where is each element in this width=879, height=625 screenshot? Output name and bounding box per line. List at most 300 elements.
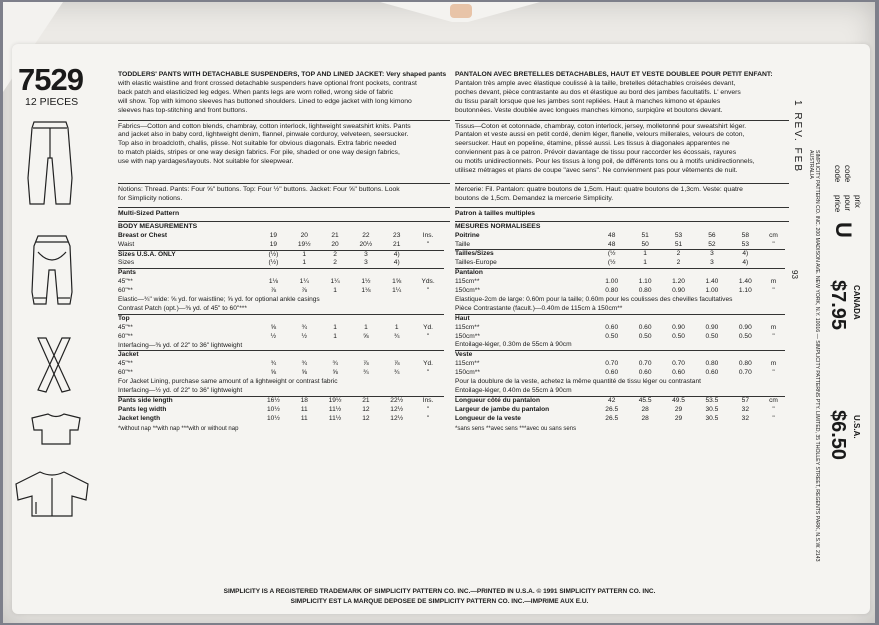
table-cell: Yd. [423,323,434,331]
table-cell: ⅞ [270,287,277,295]
notions-line: boutons de 1,5cm. Demandez la mercerie Simplicity. [455,194,614,202]
notions-line: Notions: Thread. Pants: Four ⅝" buttons. Top: Four ½" buttons. Jacket: Four ⅝" buttons. Look [118,186,400,194]
prix-label: prix [853,195,862,208]
table-cell: m [770,323,777,331]
row-label: 150cm** [455,332,480,340]
table-cell: 2 [333,259,337,267]
multi-size-label: Multi-Sized Pattern [118,207,450,219]
row-label: Breast or Chest [118,231,168,239]
table-cell: 21 [331,231,339,239]
table-cell: 1 [302,259,307,267]
table-cell: 1 [643,259,647,267]
table-cell: 3 [364,250,368,258]
table-cell: 21 [393,240,401,248]
desc-line: with elastic waistline and front crossed detachable suspenders have optional front pockets, contrast [118,79,417,87]
table-cell: 0.60 [705,369,719,377]
table-cell: 11 [300,414,308,422]
table-cell: 0.50 [605,332,619,340]
canada-label: CANADA [852,285,861,320]
table-row [118,259,444,268]
revision-label: 1 REV. FEB [792,100,803,173]
table-cell: 12½ [390,405,404,413]
table-cell: 0.50 [638,332,652,340]
row-label: Waist [118,240,135,248]
table-cell: 0.90 [738,323,752,331]
table-cell: 1.10 [638,278,652,286]
table-cell: 0.60 [672,369,685,377]
row-label: 60"** [118,369,133,377]
note-row [118,387,444,396]
table-cell: 1.10 [738,287,752,295]
table-row [118,314,444,323]
row-label: 60"** [118,332,133,340]
note-row [455,296,785,305]
table-cell: 0.80 [638,287,652,295]
table-row [118,278,444,287]
table-row [455,324,785,333]
pattern-number: 7529 [18,62,83,97]
table-cell: 42 [608,396,616,404]
fabric-line: ou motifs unidirectionnels. Pour les tissus à long poil, de différents tons ou à motifs unidirectionnels, [455,158,755,166]
table-cell: 1⅝ [392,278,402,286]
table-cell: 12½ [390,414,404,422]
french-column [455,71,789,434]
table-row [455,406,785,415]
table-cell: 0.80 [605,287,619,295]
row-label: Taille [455,240,471,248]
note-row [118,296,444,305]
table-cell [762,269,785,278]
table-cell: 0.50 [705,332,719,340]
nap-legend: *without nap **with nap ***with or without nap [118,425,239,432]
table-cell: 10½ [266,414,280,422]
table-cell: 1.00 [605,278,619,286]
table-cell [595,269,628,278]
table-cell: 1 [394,323,399,331]
note-row [118,305,444,314]
table-cell: 11½ [328,414,342,422]
table-cell: 29 [674,405,683,413]
note-row [455,341,785,350]
table-cell: 49.5 [672,396,685,404]
desc-line: back patch and elasticized leg edges. When pants legs are worn rolled, wrong side of fabric [118,88,394,96]
table-cell: " [426,287,430,295]
table-cell [350,351,381,360]
table-cell [662,351,695,360]
table-cell: ¾ [301,360,307,368]
table-cell: 4) [742,250,749,258]
table-cell [762,351,785,360]
table-cell [289,314,320,323]
row-label: 45"** [118,360,133,368]
table-cell: 0.80 [738,360,752,368]
page-number: 93 [790,270,799,279]
table-cell: 1 [302,250,307,258]
row-label: Pants side length [118,397,173,404]
fabric-line: Top also in broadcloth, challis, plisse. Not suitable for obvious diagonals. Extra fabric needed [118,140,397,148]
table-cell [412,269,444,278]
table-cell: 21 [362,397,370,404]
note-cell: Interfacing—½ yd. of 22" to 36" lightweight [118,387,243,395]
table-cell: 1 [643,250,647,258]
table-row [455,360,785,369]
table-cell: cm [769,231,778,239]
suspenders-drawing-icon [30,334,78,396]
note-cell: For Jacket Lining, purchase same amount of a lightweight or contrast fabric [118,378,338,386]
multi-size-label: Patron à tailles multiples [455,207,789,219]
fabric-line: to match plaids, stripes or one way design fabrics. For pile, shaded or one way design fabrics, [118,149,400,157]
desc-line: boutonnées. Veste doublée avec longues manches kimono, surpiqûre et boutons devant. [455,106,723,114]
code-label: code [833,165,842,183]
table-row [118,324,444,333]
table-cell: " [426,405,430,413]
row-label: 150cm** [455,287,480,295]
table-cell: 22 [362,231,370,239]
row-label: Longueur de la veste [455,414,521,422]
table-cell [320,314,351,323]
table-cell [381,269,412,278]
table-cell: Ins. [422,397,434,404]
table-cell: 3 [710,259,714,267]
table-cell: m [770,278,777,286]
table-cell: 22½ [390,397,404,404]
table-row [118,360,444,369]
table-cell: 10½ [266,405,280,413]
table-row [455,232,785,241]
table-row [118,287,444,296]
table-cell: (½) [268,250,279,258]
table-cell: 2 [676,259,681,267]
table-cell [595,314,628,323]
row-label: Sizes U.S.A. ONLY [118,250,176,258]
table-cell: ⅞ [393,360,400,368]
table-cell [350,269,381,278]
note-row [455,378,785,387]
desc-line: PANTALON AVEC BRETELLES DETACHABLES, HAUT ET VESTE DOUBLEE POUR PETIT ENFANT: [455,71,773,78]
price-code-letter: U [831,222,856,238]
desc-line: Pantalon très ample avec élastique coulissé à la taille, bretelles détachables croisées devant, [455,79,736,87]
table-cell: 1⅛ [268,278,278,286]
desc-line: TODDLERS' PANTS WITH DETACHABLE SUSPENDERS, TOP AND LINED JACKET: Very shaped pants [118,71,447,78]
table-cell [595,351,628,360]
english-fabrics [118,120,450,168]
table-cell: " [426,240,430,248]
table-cell: 0.70 [672,360,685,368]
table-row [455,287,785,296]
table-cell [381,351,412,360]
pants-back-drawing-icon [28,232,76,314]
note-cell: Entoilage-léger, 0.30m de 55cm à 90cm [455,341,572,349]
table-cell: 1 [333,332,337,340]
table-cell: 32 [741,414,749,422]
table-cell: ¾ [363,369,369,377]
table-cell: " [426,369,430,377]
fabric-line: Tissus—Coton et cotonnade, chambray, coton interlock, jersey, molletonné pour sweatshirt léger. [455,122,747,130]
table-cell [381,314,412,323]
table-row [455,415,785,424]
table-cell: 0.50 [738,332,752,340]
note-row [118,378,444,387]
table-cell: 18 [300,397,308,404]
table-cell: 0.90 [672,287,685,295]
table-cell [412,259,444,268]
table-cell [695,314,728,323]
table-cell: 2 [676,250,681,258]
table-cell: 57 [741,396,749,404]
table-cell: (½) [268,259,279,267]
table-row [118,397,444,406]
table-cell: ¾ [393,369,400,377]
table-cell: 26.5 [605,405,619,413]
table-cell: 0.90 [705,323,719,331]
footer-trademark-en: SIMPLICITY IS A REGISTERED TRADEMARK OF SIMPLICITY PATTERN CO. INC.—PRINTED IN U.S.A. © 1991 SIMPLICITY PATTERN CO. INC. [223,588,656,595]
note-cell: Pièce Contrastante (facult.)—0.40m de 115cm à 150cm** [455,304,623,312]
row-label: Jacket [118,351,139,359]
table-cell: 19 [269,231,278,239]
table-cell: 20½ [359,240,373,248]
row-label: Tailles/Sizes [455,250,494,258]
note-cell: Elastic—¾" wide: ⅝ yd. for waistline; ⅝ yd. for optional ankle casings [118,296,320,304]
row-label: 150cm** [455,369,480,377]
table-cell: ¾ [393,332,400,340]
row-label: Poitrine [455,231,480,239]
table-cell [762,250,785,259]
table-cell: 0.50 [672,332,685,340]
fabric-line: utilisez métrages et plans de coupe "avec sens". Ne convienment pas pour vêtements de nuit. [455,167,738,175]
table-cell [258,351,289,360]
pants-front-drawing-icon [20,118,80,210]
table-cell: 1.40 [705,278,719,286]
table-cell: 1.20 [672,278,685,286]
row-label: Haut [455,314,470,322]
row-label: Largeur de jambe du pantalon [455,405,550,413]
notions-line: Mercerie: Fil. Pantalon: quatre boutons de 1,5cm. Haut: quatre boutons de 1,3cm. Veste: quatre [455,185,743,193]
row-label: Longueur côté du pantalon [455,396,540,404]
table-cell: 0.60 [638,369,652,377]
table-cell: (½ [607,250,616,258]
table-cell: 4) [393,250,400,258]
table-row [455,278,785,287]
english-yardage-table [118,232,444,424]
table-cell [762,259,785,268]
desc-line: du tissu paraît lorsque que les jambes sont repliées. Haut à manches kimono et épaules [455,97,721,105]
table-cell: 12 [362,414,370,422]
table-cell: 56 [708,231,716,239]
table-cell: " [772,369,775,377]
table-cell: " [772,240,775,248]
fabric-line: conviennent pas à ce patron. Prévoir davantage de tissu pour raccorder les écossais, rayures [455,149,737,157]
table-cell: 29 [674,414,683,422]
table-cell: ⅝ [270,369,277,377]
row-label: 115cm** [455,323,480,331]
table-row [455,314,785,323]
note-cell: Pour la doublure de la veste, achetez la même quantité de tissu léger ou contrastant [455,378,701,386]
table-cell [289,269,320,278]
table-cell: 2 [333,250,337,258]
table-cell [412,314,444,323]
table-cell: ½ [270,332,277,340]
price-label: price [833,195,842,213]
table-cell: 51 [674,240,683,248]
nap-legend: *sans sens **avec sens ***avec ou sans sens [455,425,577,432]
table-row [455,250,785,259]
tape-mark [450,4,472,18]
table-cell: ¾ [332,360,338,368]
note-cell: Contrast Patch (opt.)—⅜ yd. of 45" to 60"*** [118,304,247,312]
french-fabrics [455,120,789,176]
table-row [118,269,444,278]
row-label: Tailles-Europe [455,259,497,267]
fabric-line: and jacket also in baby cord, lightweight denim, flannel, pinwale corduroy, velveteen, seersucker. [118,131,409,139]
table-cell: 12 [362,405,370,413]
table-cell [258,314,289,323]
table-row [455,259,785,268]
table-cell [729,314,762,323]
row-label: Jacket length [118,414,161,422]
table-cell [729,269,762,278]
table-cell: 48 [608,231,616,239]
table-row [455,333,785,342]
canada-price: $7.95 [827,280,849,331]
table-cell: 0.70 [605,360,619,368]
note-cell: Entoilage-léger, 0.40m de 55cm à 90cm [455,387,572,394]
table-cell [258,269,289,278]
note-cell: Elastique-2cm de large: 0.60m pour la taille; 0.60m pour les coulisses des chevilles facultatives [455,295,733,303]
table-cell: 53 [674,231,683,239]
table-cell: 1½ [361,278,371,286]
table-cell: " [426,414,430,422]
pour-label: pour [843,195,852,212]
fabric-line: use with nap yardages/layouts. Not suitable for sleepwear. [118,158,294,166]
english-description [118,71,450,116]
table-cell: 30.5 [705,405,719,413]
table-cell: 0.60 [638,323,652,331]
table-cell: 19½ [297,240,311,248]
table-row [118,406,444,415]
fabric-line: Pantalon et veste aussi en petit cordé, denim léger, flanelle, velours millerales, velours de coton, [455,131,745,139]
table-cell: ¾ [270,360,277,368]
row-label: Sizes [118,259,135,267]
table-cell [662,269,695,278]
jacket-drawing-icon [14,466,90,520]
table-cell: " [772,332,775,340]
table-row [455,369,785,378]
row-label: Veste [455,351,473,359]
french-notions [455,183,789,204]
body-measurements-title: MESURES NORMALISEES [455,221,789,232]
table-cell: 11 [300,405,308,413]
table-cell: (½ [607,259,616,267]
table-cell [350,314,381,323]
table-row [118,241,444,250]
notions-line: for Simplicity notions. [118,194,183,202]
table-cell: 4) [393,259,400,267]
top-drawing-icon [30,410,82,446]
usa-price: $6.50 [827,410,849,461]
french-yardage-table [455,232,785,424]
table-cell: 20 [331,240,339,248]
table-cell: ⅝ [363,332,369,340]
table-cell: 1¼ [392,287,402,295]
table-row [455,241,785,250]
desc-line: will show. Top with kimono sleeves has buttoned shoulders. Lined to edge jacket with long kimono [118,97,412,105]
table-cell [412,250,444,259]
table-cell [695,269,728,278]
table-cell: ¾ [301,323,307,331]
table-cell: 0.80 [705,360,719,368]
table-cell: 0.70 [738,369,752,377]
table-cell: 23 [393,231,401,239]
table-cell: 0.60 [605,323,619,331]
legal-address: SIMPLICITY PATTERN CO. INC. 200 MADISON AVE. NEW YORK, N.Y. 10016 — SIMPLICITY PATTERNS PTY. LIMITED, 35 THOLLEY STREET, REGENTS PARK, N.S.W. 2143 AUSTRALIA [808,150,820,562]
table-cell: " [426,332,430,340]
table-cell [289,351,320,360]
table-cell: 51 [641,231,649,239]
table-cell: 1¼ [330,278,340,286]
table-cell [729,351,762,360]
table-cell [695,351,728,360]
desc-line: poches devant, pièce contrastante au dos et élastique au bord des jambes facultatifs. L' envers [455,88,741,96]
table-cell: 0.60 [605,369,619,377]
row-label: 45"** [118,323,133,331]
table-row [118,351,444,360]
row-label: Pants [118,269,136,277]
table-row [455,396,785,405]
table-cell [320,269,351,278]
table-cell: 52 [708,240,716,248]
table-cell [628,314,661,323]
table-cell: 3 [710,250,714,258]
row-label: 115cm** [455,360,480,368]
table-cell: Yd. [423,360,434,368]
note-row [455,387,785,396]
table-cell [320,351,351,360]
code-label-fr: code [843,165,852,183]
table-cell: " [772,287,775,295]
english-column [118,71,450,434]
table-cell: Yds. [421,278,435,286]
table-cell: " [772,414,775,422]
table-cell [412,351,444,360]
table-cell: 1 [333,323,337,331]
table-cell: ½ [301,332,307,340]
note-row [118,342,444,351]
body-measurements-title: BODY MEASUREMENTS [118,221,450,232]
table-row [118,369,444,378]
footer-trademark-fr: SIMPLICITY EST LA MARQUE DEPOSEE DE SIMPLICITY PATTERN CO. INC.—IMPRIME AUX E.U. [290,598,589,605]
table-cell: 16½ [266,397,280,404]
table-row [455,269,785,278]
table-cell: 1.40 [738,278,752,286]
table-cell: ⅞ [363,360,369,368]
table-cell: 0.70 [638,360,652,368]
usa-label: U.S.A. [852,415,861,439]
table-cell: 1 [333,287,337,295]
table-cell: 58 [741,231,749,239]
table-cell: cm [769,396,778,404]
table-cell: m [770,360,777,368]
fabric-line: Fabrics—Cotton and cotton blends, chambray, cotton interlock, lightweight sweatshirt knits. Pants [118,122,411,130]
row-label: 45"** [118,278,133,286]
french-description [455,71,789,116]
note-row [455,305,785,314]
table-cell [762,314,785,323]
table-cell: 19½ [328,397,342,404]
table-cell: 0.90 [672,323,685,331]
english-notions [118,183,450,204]
row-label: 60"** [118,287,133,295]
table-cell: 30.5 [705,414,719,422]
